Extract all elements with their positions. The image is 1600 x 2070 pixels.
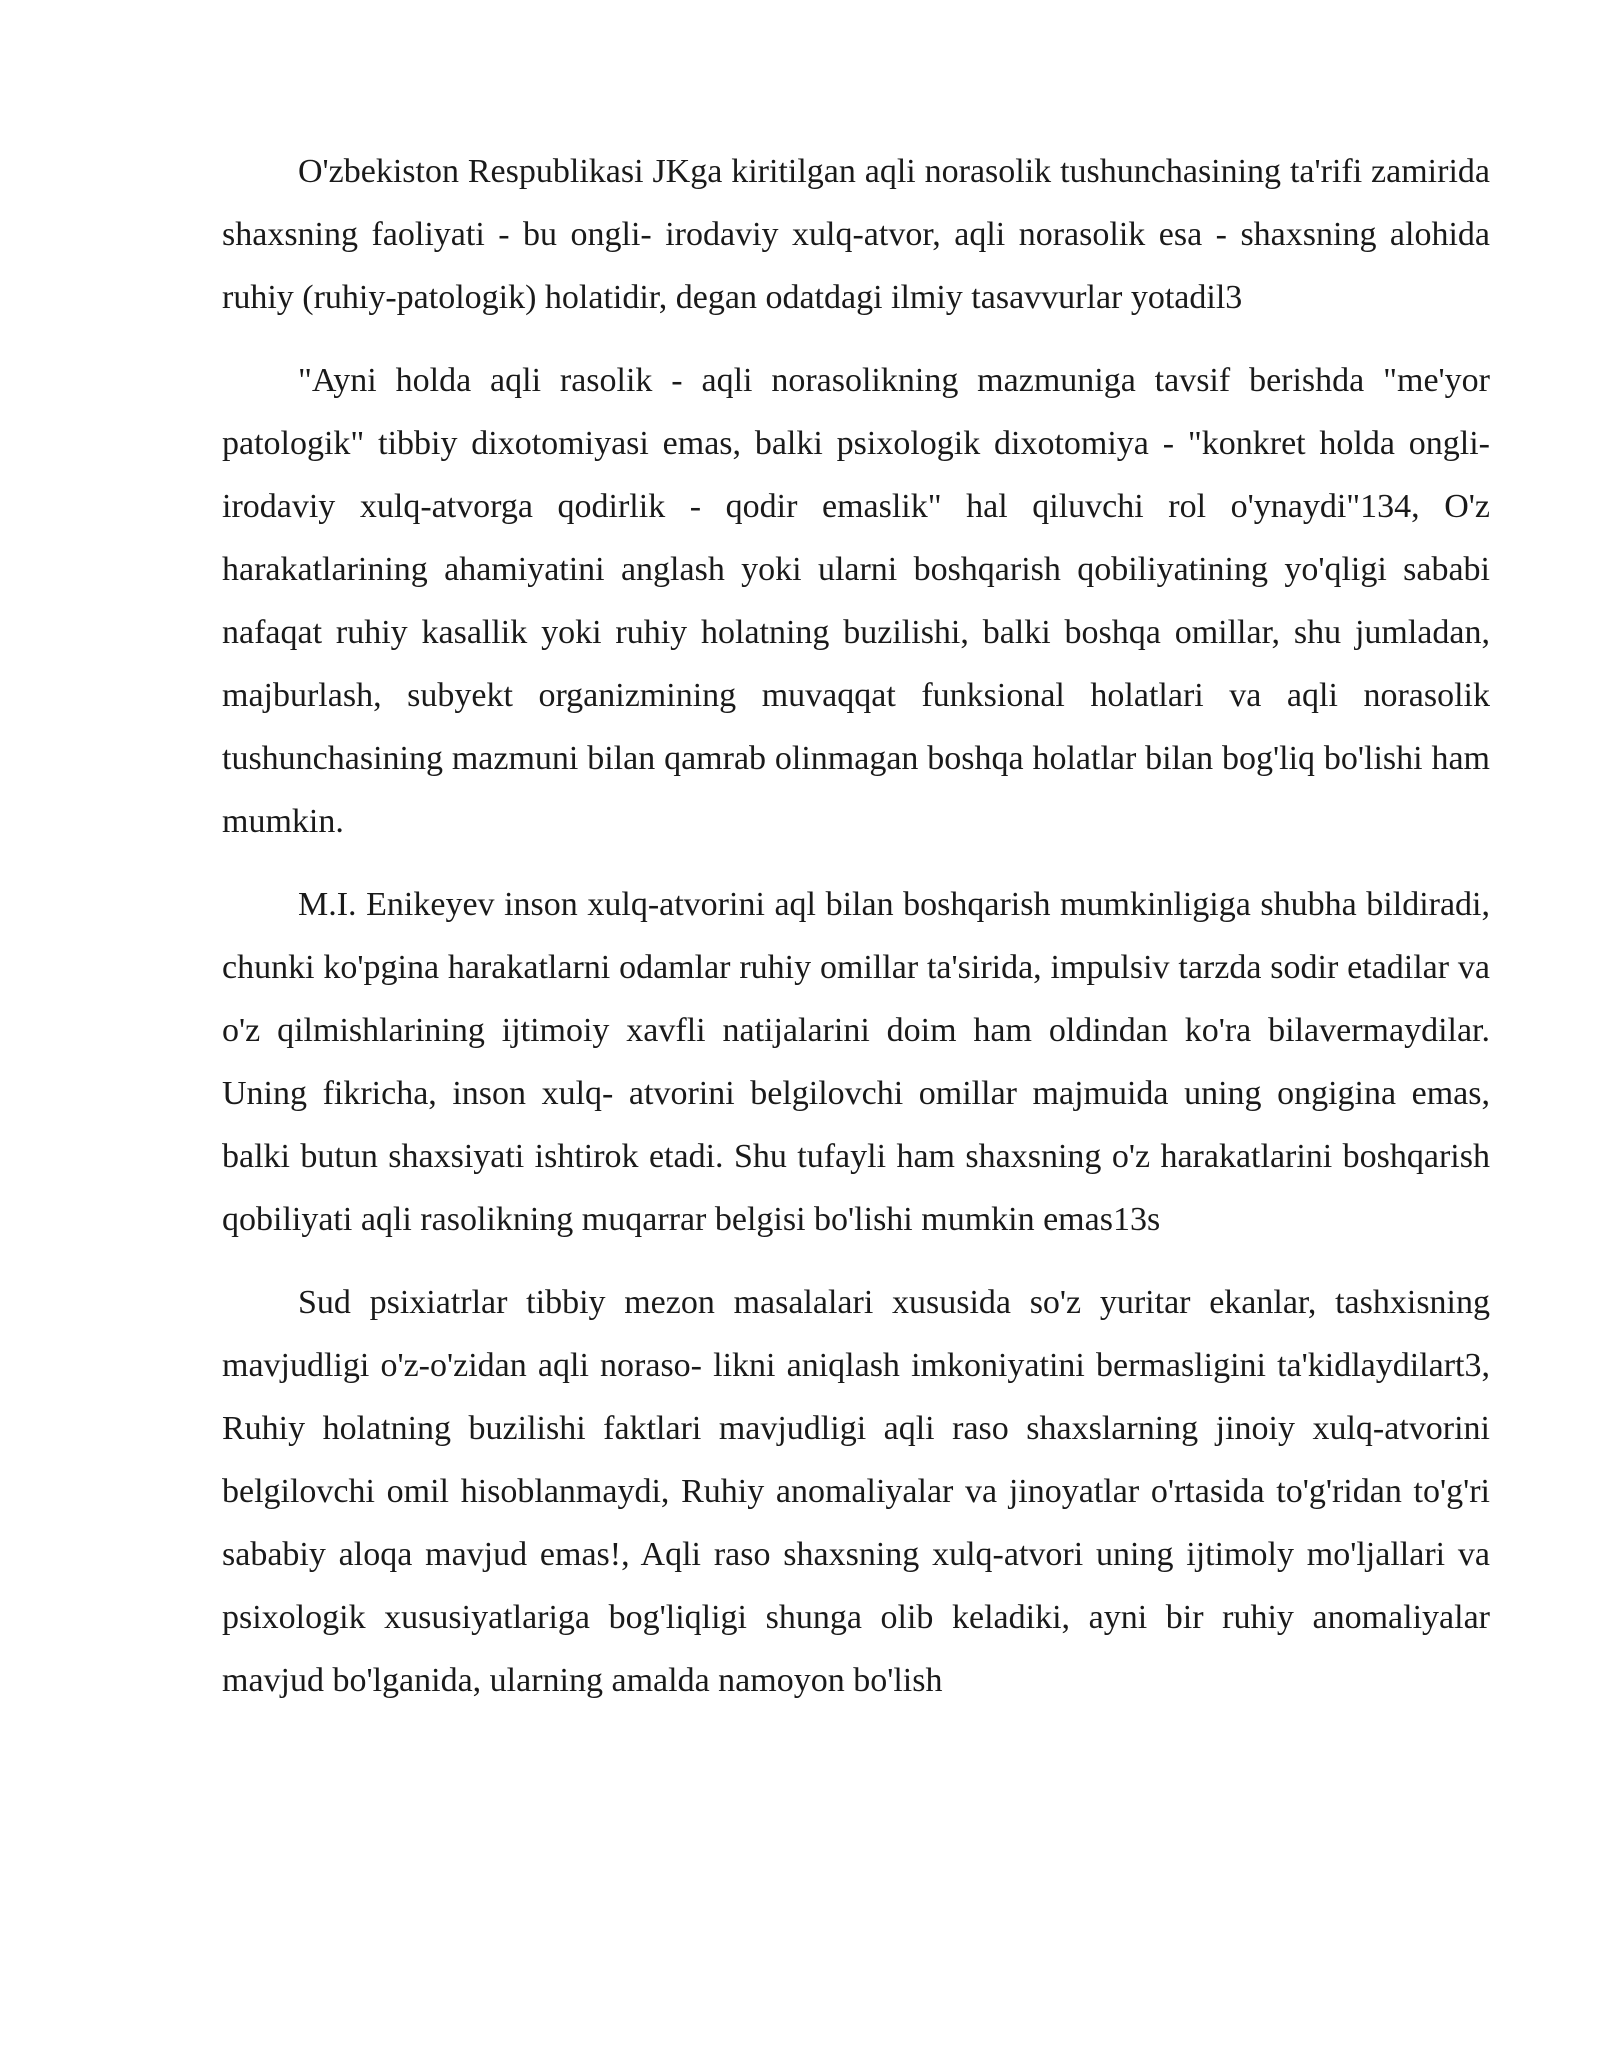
paragraph-4: Sud psixiatrlar tibbiy mezon masalalari xususida so'z yuritar ekanlar, tashxisning mavjudligi o'z-o'zidan aqli noraso- likni aniqlash imkoniyatini bermasligini ta'kidlaydilart3, Ruhiy holatning buzilishi faktlari mavjudligi aqli raso shaxslarning jinoiy xulq-atvorini belgilovchi omil hisoblanmaydi, Ruhiy anomaliyalar va jinoyatlar o'rtasida to'g'ridan to'g'ri sababiy aloqa mavjud emas!, Aqli raso shaxsning xulq-atvori uning ijtimoly mo'ljallari va psixologik xususiyatlariga bog'liqligi shunga olib keladiki, ayni bir ruhiy anomaliyalar mavjud bo'lganida, ularning amalda namoyon bo'lish — [222, 1284, 1490, 1699]
paragraph-2: "Ayni holda aqli rasolik - aqli norasolikning mazmuniga tavsif berishda "me'yor patologik" tibbiy dixotomiyasi emas, balki psixologik dixotomiya - "konkret holda ongli- irodaviy xulq-atvorga qodirlik - qodir emaslik" hal qiluvchi rol o'ynaydi"134, O'z harakatlarining ahamiyatini anglash yoki ularni boshqarish qobiliyatining yo'qligi sababi nafaqat ruhiy kasallik yoki ruhiy holatning buzilishi, balki boshqa omillar, shu jumladan, majburlash, subyekt organizmining muvaqqat funksional holatlari va aqli norasolik tushunchasining mazmuni bilan qamrab olinmagan boshqa holatlar bilan bog'liq bo'lishi ham mumkin. — [222, 362, 1490, 840]
paragraph-1: O'zbekiston Respublikasi JKga kiritilgan aqli norasolik tushunchasining ta'rifi zamirida shaxsning faoliyati - bu ongli- irodaviy xulq-atvor, aqli norasolik esa - shaxsning alohida ruhiy (ruhiy-patologik) holatidir, degan odatdagi ilmiy tasavvurlar yotadil3 — [222, 153, 1490, 316]
document-page — [222, 140, 1490, 1732]
paragraph-3: M.I. Enikeyev inson xulq-atvorini aql bilan boshqarish mumkinligiga shubha bildiradi, chunki ko'pgina harakatlarni odamlar ruhiy omillar ta'sirida, impulsiv tarzda sodir etadilar va o'z qilmishlarining ijtimoiy xavfli natijalarini doim ham oldindan ko'ra bilavermaydilar. Uning fikricha, inson xulq- atvorini belgilovchi omillar majmuida uning ongigina emas, balki butun shaxsiyati ishtirok etadi. Shu tufayli ham shaxsning o'z harakatlarini boshqarish qobiliyati aqli rasolikning muqarrar belgisi bo'lishi mumkin emas13s — [222, 886, 1490, 1238]
